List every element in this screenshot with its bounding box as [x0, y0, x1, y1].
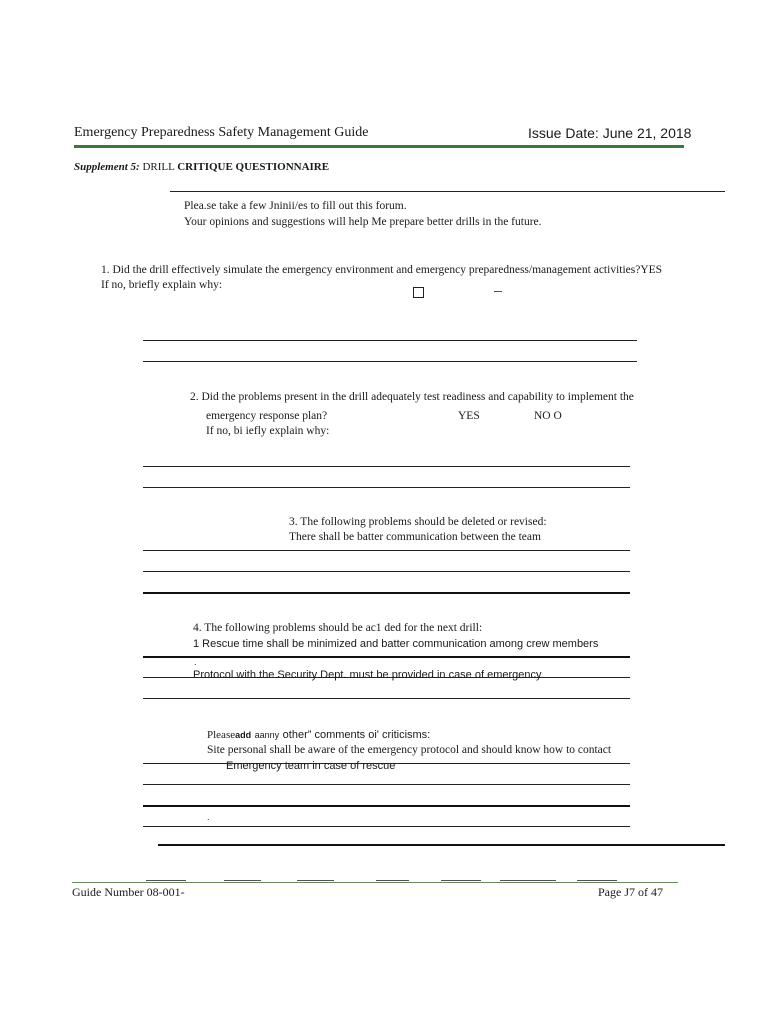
question-3: 3. The following problems should be deleted or revised:	[289, 516, 547, 528]
supplement-drill: DRILL	[142, 161, 175, 173]
comments-line-1[interactable]	[143, 763, 630, 764]
q2-answer-line-2[interactable]	[143, 487, 630, 488]
supplement-prefix: Supplement 5:	[74, 161, 140, 173]
q4-answer-2: Protocol with the Security Dept. must be provided in case of emergency.	[193, 669, 544, 681]
yes-checkbox[interactable]	[413, 287, 424, 298]
q3-answer-line-2[interactable]	[143, 571, 630, 572]
no-checkbox-mark[interactable]	[494, 291, 502, 292]
supplement-title: CRITIQUE QUESTIONNAIRE	[177, 161, 330, 173]
footer-dash	[441, 880, 481, 881]
comments-answer-1: Site personal shall be aware of the emergency protocol and should know how to contact	[207, 744, 612, 756]
footer-dash	[577, 880, 617, 881]
question-1-explain: If no, briefly explain why:	[101, 279, 223, 291]
q2-yes-option[interactable]: YES	[458, 410, 480, 422]
intro-line-2: Your opinions and suggestions will help Me prepare better drills in the future.	[184, 216, 542, 228]
comments-aanny: aanny	[254, 730, 280, 740]
footer-dash	[224, 880, 261, 881]
question-4: 4. The following problems should be ac1 ded for the next drill:	[193, 622, 483, 634]
q2-no-option[interactable]: NO O	[534, 410, 562, 422]
q4-answer-line-2[interactable]	[143, 677, 630, 678]
comments-heading	[207, 728, 430, 741]
question-1: 1. Did the drill effectively simulate the emergency environment and emergency preparedness/management activities?YES	[101, 264, 663, 276]
guide-number: Guide Number 08-001-	[72, 885, 185, 899]
comments-answer-2: Emergency team in case of rescue	[226, 760, 396, 772]
intro-line-1: Plea.se take a few Jninii/es to fill out this forum.	[184, 200, 407, 212]
comments-line-2[interactable]	[143, 784, 630, 785]
comments-please: Please	[207, 729, 236, 741]
q2-answer-line-1[interactable]	[143, 466, 630, 467]
comments-dot: .	[207, 812, 210, 822]
question-2-line-2: emergency response plan?	[206, 410, 328, 422]
comments-rest: other” comments oi' criticisms:	[282, 729, 431, 741]
footer-dash	[146, 880, 186, 881]
footer-dash	[376, 880, 409, 881]
q4-answer-line-3[interactable]	[143, 698, 630, 699]
supplement-heading	[74, 161, 329, 173]
q3-answer-line-1[interactable]	[143, 550, 630, 551]
question-2-explain: If no, bi iefly explain why:	[206, 425, 330, 437]
issue-date: Issue Date: June 21, 2018	[528, 125, 692, 141]
footer-rule	[72, 882, 678, 883]
q1-answer-line-1[interactable]	[143, 340, 637, 341]
q4-answer-1: 1 Rescue time shall be minimized and batter communication among crew members	[193, 638, 599, 650]
comments-add: add	[235, 730, 252, 740]
q1-answer-line-2[interactable]	[143, 361, 637, 362]
q3-answer: There shall be batter communication between the team	[289, 531, 541, 543]
closing-rule	[158, 844, 725, 846]
footer-dash	[500, 880, 556, 881]
question-2: 2. Did the problems present in the drill adequately test readiness and capability to implement the	[190, 391, 634, 403]
title-rule	[170, 191, 725, 192]
comments-line-4[interactable]	[143, 826, 630, 827]
q4-dot: .	[194, 657, 197, 667]
page-number: Page J7 of 47	[598, 885, 663, 899]
guide-title: Emergency Preparedness Safety Management Guide	[74, 125, 369, 140]
q4-answer-line-1[interactable]	[143, 656, 630, 658]
footer-dash	[297, 880, 334, 881]
header-rule	[74, 145, 684, 148]
q3-answer-line-3[interactable]	[143, 592, 630, 594]
comments-line-3[interactable]	[143, 805, 630, 807]
